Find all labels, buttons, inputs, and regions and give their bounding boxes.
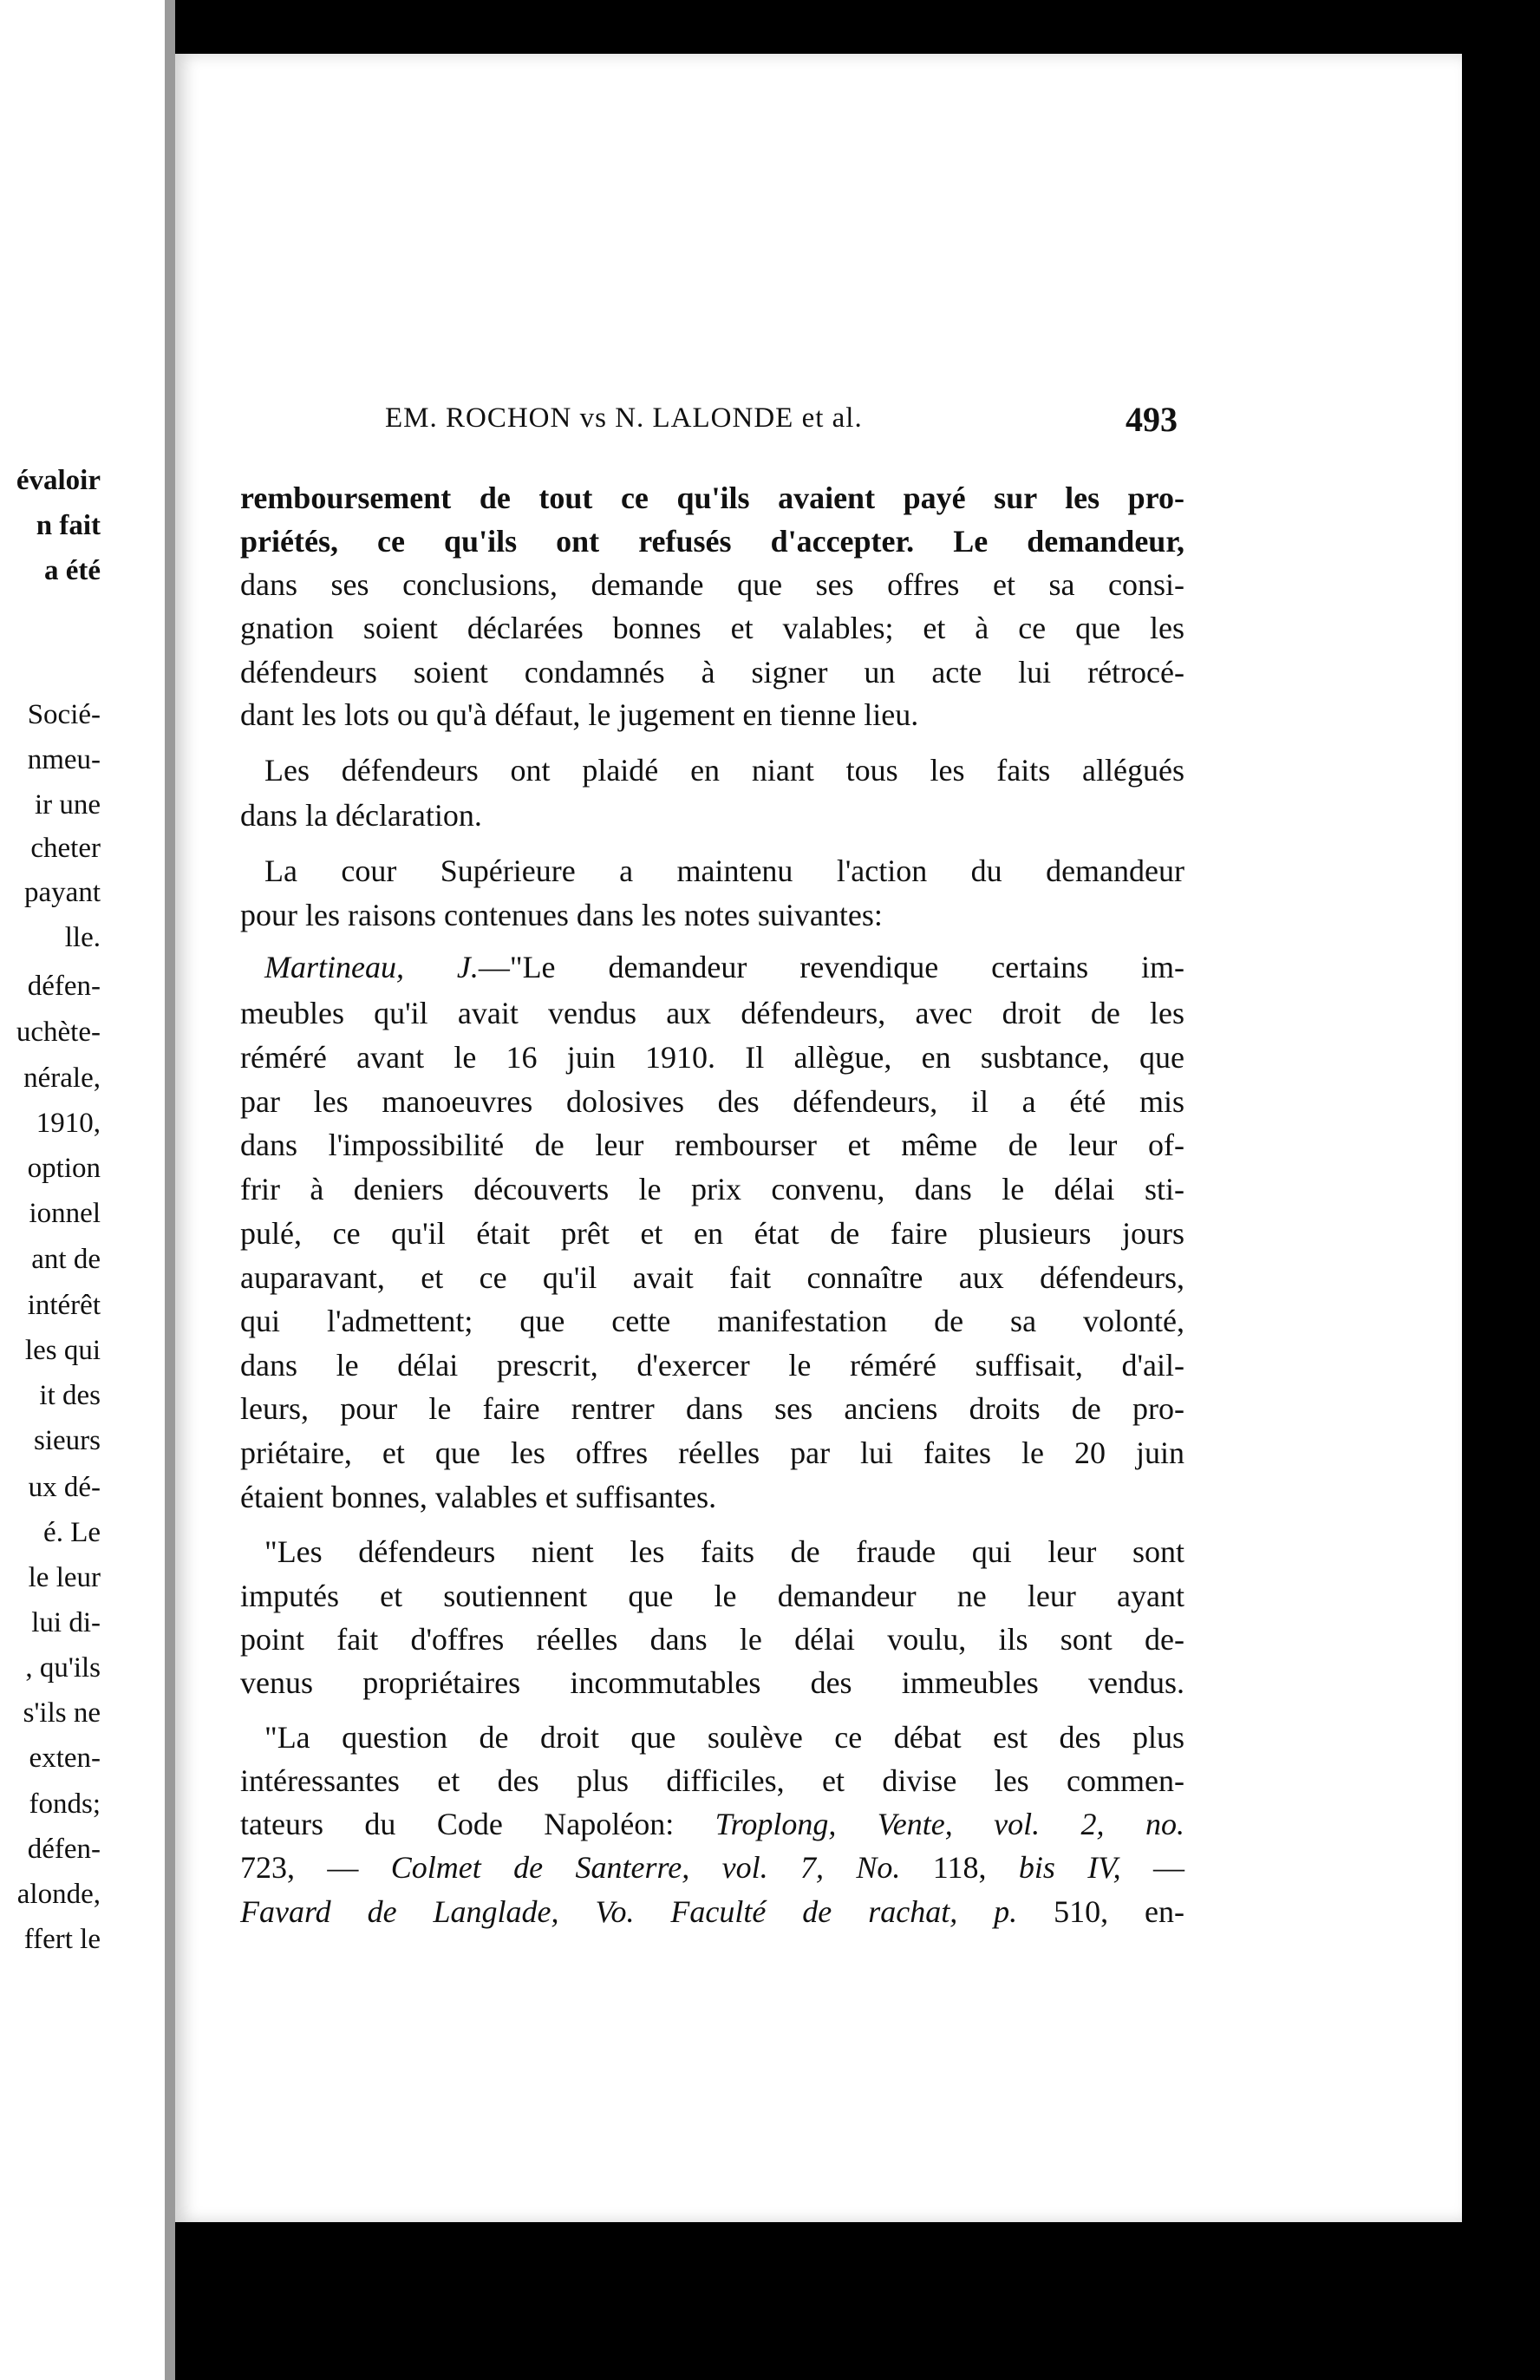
facing-page-line: ux dé- bbox=[28, 1472, 101, 1503]
facing-page-line: n fait bbox=[36, 510, 101, 541]
body-line: auparavant, et ce qu'il avait fait connaître aux défendeurs, bbox=[240, 1260, 1184, 1295]
body-line: priétés, ce qu'ils ont refusés d'accepter. Le demandeur, bbox=[240, 524, 1184, 559]
facing-page-line: défen- bbox=[27, 1834, 101, 1865]
facing-page-line: s'ils ne bbox=[23, 1697, 101, 1729]
body-line: pulé, ce qu'il était prêt et en état de faire plusieurs jours bbox=[240, 1216, 1184, 1251]
body-line: tateurs du Code Napoléon: Troplong, Vente, vol. 2, no. bbox=[240, 1807, 1184, 1841]
facing-page-line: payant bbox=[24, 877, 101, 908]
facing-page-line: uchète- bbox=[16, 1017, 101, 1048]
body-line: Les défendeurs ont plaidé en niant tous les faits allégués bbox=[264, 753, 1184, 788]
facing-page-line: alonde, bbox=[16, 1879, 101, 1910]
facing-page-line: ant de bbox=[31, 1244, 101, 1275]
body-line: pour les raisons contenues dans les notes suivantes: bbox=[240, 898, 883, 932]
facing-page-line: exten- bbox=[29, 1742, 101, 1774]
facing-page-line: fonds; bbox=[29, 1788, 101, 1820]
facing-page-line: nérale, bbox=[23, 1062, 101, 1094]
body-line: défendeurs soient condamnés à signer un acte lui rétrocé- bbox=[240, 655, 1184, 690]
body-line: remboursement de tout ce qu'ils avaient payé sur les pro- bbox=[240, 481, 1184, 515]
body-line: point fait d'offres réelles dans le délai voulu, ils sont de- bbox=[240, 1622, 1184, 1657]
body-line: étaient bonnes, valables et suffisantes. bbox=[240, 1480, 717, 1514]
body-line: gnation soient déclarées bonnes et valables; et à ce que les bbox=[240, 611, 1184, 645]
facing-page-line: évaloir bbox=[16, 465, 101, 496]
facing-page-line: ffert le bbox=[23, 1924, 101, 1955]
body-line: "La question de droit que soulève ce débat est des plus bbox=[264, 1720, 1184, 1755]
facing-page-line: les qui bbox=[24, 1335, 101, 1366]
facing-page-line: cheter bbox=[30, 833, 101, 864]
facing-page-line: défen- bbox=[27, 971, 101, 1002]
body-line: qui l'admettent; que cette manifestation de sa volonté, bbox=[240, 1304, 1184, 1338]
body-line: "Les défendeurs nient les faits de fraude qui leur sont bbox=[264, 1534, 1184, 1569]
facing-page-line: it des bbox=[39, 1380, 101, 1411]
body-line: intéressantes et des plus difficiles, et divise les commen- bbox=[240, 1763, 1184, 1798]
facing-page-line: lui di- bbox=[31, 1607, 101, 1638]
facing-page-line: a été bbox=[43, 555, 101, 586]
body-line: La cour Supérieure a maintenu l'action du demandeur bbox=[264, 853, 1184, 888]
facing-page-fragment bbox=[0, 0, 165, 2380]
page-gutter bbox=[165, 0, 175, 2380]
body-line: leurs, pour le faire rentrer dans ses anciens droits de pro- bbox=[240, 1391, 1184, 1426]
facing-page-line: ionnel bbox=[29, 1198, 101, 1229]
running-title: EM. ROCHON vs N. LALONDE et al. bbox=[385, 402, 863, 434]
body-line: imputés et soutiennent que le demandeur ne leur ayant bbox=[240, 1579, 1184, 1613]
body-line: dans la déclaration. bbox=[240, 798, 482, 833]
facing-page-line: Socié- bbox=[27, 699, 101, 730]
body-line: dans le délai prescrit, d'exercer le réméré suffisait, d'ail- bbox=[240, 1348, 1184, 1383]
facing-page-line: ir une bbox=[34, 789, 101, 821]
facing-page-line: nmeu- bbox=[27, 744, 101, 775]
facing-page-line: option bbox=[27, 1153, 101, 1184]
page-number: 493 bbox=[1126, 400, 1178, 439]
body-line: Favard de Langlade, Vo. Faculté de rachat, p. 510, en- bbox=[240, 1894, 1185, 1929]
facing-page-line: lle. bbox=[64, 922, 101, 953]
book-page bbox=[175, 54, 1462, 2222]
body-line: par les manoeuvres dolosives des défendeurs, il a été mis bbox=[240, 1084, 1184, 1119]
body-line: venus propriétaires incommutables des immeubles vendus. bbox=[240, 1665, 1184, 1700]
facing-page-line: sieurs bbox=[34, 1425, 101, 1456]
facing-page-line: é. Le bbox=[43, 1517, 101, 1548]
body-line: dant les lots ou qu'à défaut, le jugement en tienne lieu. bbox=[240, 697, 919, 732]
body-line: réméré avant le 16 juin 1910. Il allègue, en susbtance, que bbox=[240, 1040, 1184, 1075]
facing-page-line: intérêt bbox=[27, 1290, 101, 1321]
body-line: meubles qu'il avait vendus aux défendeurs, avec droit de les bbox=[240, 996, 1184, 1030]
body-line: 723, — Colmet de Santerre, vol. 7, No. 118, bis IV, — bbox=[240, 1850, 1185, 1885]
facing-page-text bbox=[0, 0, 165, 2380]
body-line: dans ses conclusions, demande que ses offres et sa consi- bbox=[240, 567, 1184, 602]
facing-page-line: le leur bbox=[28, 1562, 101, 1593]
body-line: frir à deniers découverts le prix convenu, dans le délai sti- bbox=[240, 1172, 1184, 1206]
body-line: Martineau, J.—"Le demandeur revendique certains im- bbox=[264, 950, 1184, 984]
body-line: priétaire, et que les offres réelles par lui faites le 20 juin bbox=[240, 1435, 1184, 1470]
facing-page-line: 1910, bbox=[36, 1108, 101, 1139]
body-line: dans l'impossibilité de leur rembourser et même de leur of- bbox=[240, 1128, 1184, 1162]
facing-page-line: , qu'ils bbox=[25, 1652, 101, 1684]
